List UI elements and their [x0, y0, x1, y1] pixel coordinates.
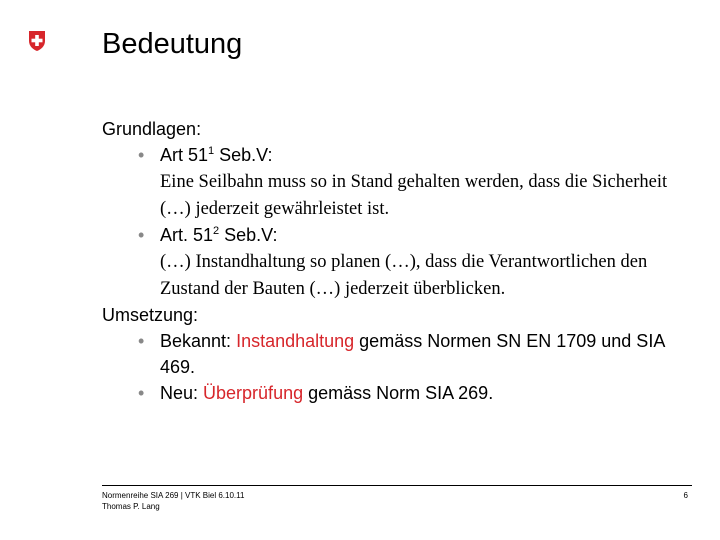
list-item [102, 380, 702, 406]
item-label-tail: Seb.V: [214, 145, 273, 165]
item-label: Art. 51 [160, 225, 214, 245]
footer-divider [102, 485, 692, 486]
item-prefix: Neu: [160, 383, 204, 403]
item-suffix: gemäss Normen SN EN 1709 und SIA 469. [160, 331, 665, 377]
list-item [102, 222, 702, 302]
footer-line-1: Normenreihe SIA 269 | VTK Biel 6.10.11 [102, 491, 245, 500]
list-item [102, 142, 702, 222]
item-label-superscript: 1 [208, 145, 215, 157]
item-label-superscript: 2 [213, 225, 220, 237]
item-label: Art 51 [160, 145, 209, 165]
bullet-icon: • [138, 383, 145, 403]
bullet-icon: • [138, 331, 145, 351]
item-suffix: gemäss Norm SIA 269. [303, 383, 494, 403]
page-title: Bedeutung [102, 28, 243, 60]
footer-line-2: Thomas P. Lang [102, 502, 160, 511]
section-heading-umsetzung: Umsetzung: [102, 305, 199, 325]
item-label-tail: Seb.V: [219, 225, 278, 245]
page-number: 6 [683, 491, 688, 500]
slide-content [102, 116, 702, 406]
section-heading-grundlagen: Grundlagen: [102, 119, 202, 139]
item-highlight: Instandhaltung [236, 331, 355, 351]
list-item [102, 328, 702, 380]
item-prefix: Bekannt: [160, 331, 237, 351]
quote-text: (…) Instandhaltung so planen (…), dass die Verantwortlichen den Zustand der Bauten (…) jederzeit überblicken. [160, 252, 648, 299]
item-highlight: Überprüfung [203, 383, 304, 403]
swiss-cross-logo-icon [27, 30, 47, 52]
footer-info [102, 490, 244, 512]
bullet-icon: • [138, 145, 145, 165]
bullet-icon: • [138, 225, 145, 245]
quote-text: Eine Seilbahn muss so in Stand gehalten werden, dass die Sicherheit (…) jederzeit gewährleistet ist. [160, 172, 668, 219]
